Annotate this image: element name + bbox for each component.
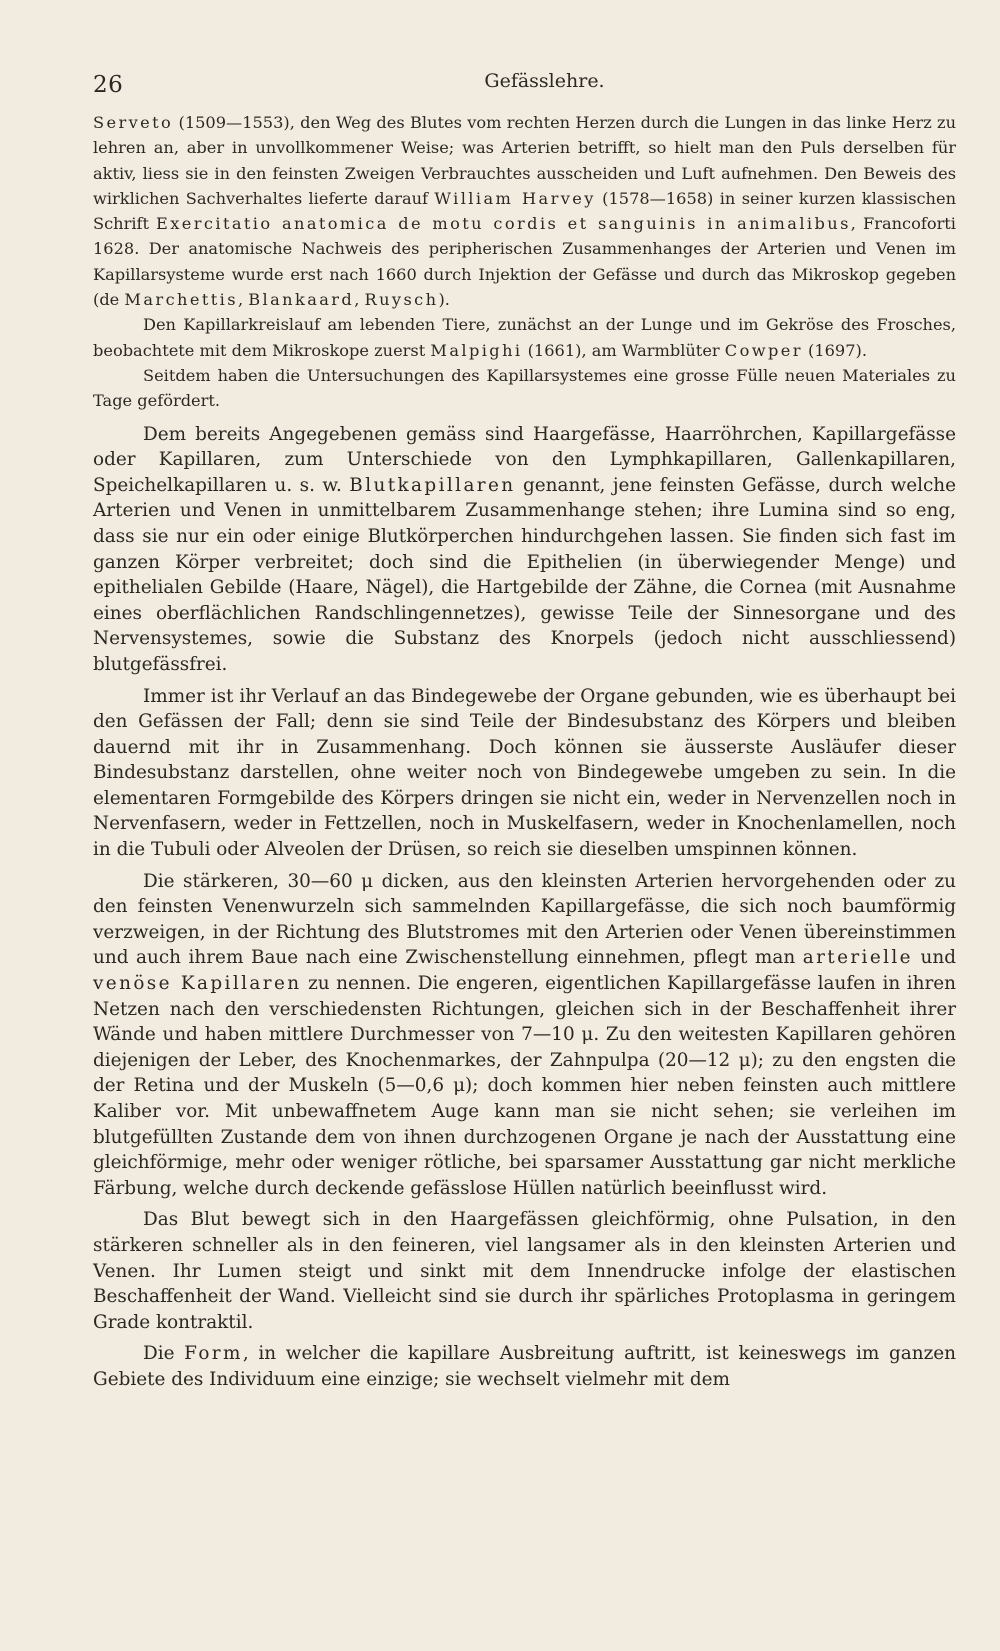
name-cowper: Cowper [724,340,803,360]
name-serveto: Serveto [93,113,174,132]
paragraph-malpighi [93,312,956,363]
text-span: genannt, jene feinsten Gefässe, durch welche Arterien und Venen in unmittelbarem Zusammenhange stehen; ihre Lumina sind so eng, dass sie nur ein oder einige Blutkörperchen hindurchgehen lassen. Sie finden sich fast im ganzen Körper verbreitet; doch sind die Epithelien (in überwiegender Menge) und epithelialen Gebilde (Haare, Nägel), die Hartgebilde der Zähne, die Cornea (mit Ausnahme eines oberflächlichen Randschlingennetzes), gewisse Teile der Sinnesorgane und des Nervensystemes, sowie die Substanz des Knorpels (jedoch nicht ausschliessend) blutgefässfrei. [93,474,956,675]
name-harvey: William Harvey [434,188,596,208]
text-span: , in welcher die kapillare Ausbreitung auftritt, ist keineswegs im ganzen Gebiete des Individuum eine einzige; sie wechselt vielmehr mit dem [93,1343,956,1390]
page-header [93,0,956,110]
text-span: (1578—1658) in seiner kurzen klassischen Schrift [93,188,956,234]
text-span: , Francoforti 1628. Der anatomische Nachweis des peripherischen Zusammenhanges der Arterien und Venen im Kapillarsysteme wurde erst nach 1660 durch Injektion der Gefässe und durch das Mikroskop gegeben (de [93,214,956,310]
name-blankaard: Blankaard [248,290,355,310]
name-malpighi: Malpighi [430,340,523,360]
paragraph-blood-flow: Das Blut bewegt sich in den Haargefässen gleichförmig, ohne Pulsation, in den stärkeren schneller als in den feineren, viel langsamer als in den kleinsten Arterien und Venen. Ihr Lumen steigt und sinkt mit dem Innendrucke infolge der elastischen Beschaffenheit der Wand. Vielleicht sind sie durch ihr spärliches Protoplasma in geringem Grade kontraktil. [93,1209,956,1333]
text-span: , [354,290,365,310]
paragraph-capillary-definition [93,422,956,678]
title-exercitatio: Exercitatio anatomica de motu cordis et sanguinis in animalibus [156,214,851,234]
term-form: Form [184,1343,243,1365]
text-span: Die [143,1343,185,1365]
name-ruysch: Ruysch [364,290,439,310]
term-arterielle: arterielle [802,947,913,969]
paragraph-research: Seitdem haben die Untersuchungen des Kapillarsystemes eine grosse Fülle neuen Materiales zu Tage gefördert. [93,365,956,411]
term-venoese-kapillaren: venöse Kapillaren [93,973,302,995]
paragraph-form [93,1341,956,1392]
text-span: Die stärkeren, 30—60 μ dicken, aus den kleinsten Arterien hervorgehenden oder zu den feinsten Venenwurzeln sich sammelnden Kapillargefässe, die sich noch baumförmig verzweigen, in der Richtung des Blutstromes mit den Arterien oder Venen übereinstimmen und auch ihrem Baue nach eine Zwischenstellung einnehmen, pflegt man [93,870,956,969]
paragraph-capillary-sizes [93,869,956,1202]
text-span: , [237,290,249,310]
text-span: (1697). [802,340,867,360]
paragraph-history-harvey [93,110,956,312]
name-marchettis: Marchettis [124,290,238,310]
text-span: ). [438,290,450,310]
text-span: (1661), am Warmblüter [522,340,725,360]
term-blutkapillaren: Blutkapillaren [349,474,516,496]
paragraph-connective-tissue: Immer ist ihr Verlauf an das Bindegewebe der Organe gebunden, wie es überhaupt bei den Gefässen der Fall; denn sie sind Teile der Bindesubstanz des Körpers und bleiben dauernd mit ihr in Zusammenhang. Doch können sie äusserste Ausläufer dieser Bindesubstanz darstellen, ohne weiter noch von Bindegewebe umgeben zu sein. In die elementaren Formgebilde des Körpers dringen sie nicht ein, weder in Nervenzellen noch in Nervenfasern, weder in Fettzellen, noch in Muskelfasern, weder in Knochenlamellen, noch in die Tubuli oder Alveolen der Drüsen, so reich sie dieselben umspinnen können. [93,685,956,861]
page-number: 26 [93,72,124,98]
text-span: Dem bereits Angegebenen gemäss sind Haargefässe, Haarröhrchen, Kapillargefässe oder Kapillaren, zum Unterschiede von den Lymphkapillaren, Gallenkapillaren, Speichelkapillaren u. s. w. [93,423,956,496]
running-title: Gefässlehre. [484,70,605,92]
text-span: (1509—1553), den Weg des Blutes vom rechten Herzen durch die Lungen in das linke Herz zu lehren an, aber in unvollkommener Weise; was Arterien betrifft, so hielt man den Puls derselben für aktiv, liess sie in den feinsten Zweigen Verbrauchtes ausscheiden und Luft aufnehmen. Den Beweis des wirklichen Sachverhaltes lieferte darauf [93,113,956,208]
text-span: Den Kapillarkreislauf am lebenden Tiere, zunächst an der Lunge und im Gekröse des Frosches, beobachtete mit dem Mikroskope zuerst [93,315,956,360]
text-span: zu nennen. Die engeren, eigentlichen Kapillargefässe laufen in ihren Netzen nach den verschiedensten Richtungen, gleichen sich in der Beschaffenheit ihrer Wände und haben mittlere Durchmesser von 7—10 μ. Zu den weitesten Kapillaren gehören diejenigen der Leber, des Knochenmarkes, der Zahnpulpa (20—12 μ); zu den engsten die der Retina und der Muskeln (5—0,6 μ); doch kommen hier neben feinsten auch mittlere Kaliber vor. Mit unbewaffnetem Auge kann man sie nicht sehen; sie verleihen im blutgefüllten Zustande dem von ihnen durchzogenen Organe je nach der Ausstattung eine gleichförmige, mehr oder weniger rötliche, bei sparsamer Ausstattung gar nicht merkliche Färbung, welche durch deckende gefässlose Hüllen natürlich beeinflusst wird. [93,973,956,1199]
text-span: und [912,947,956,969]
